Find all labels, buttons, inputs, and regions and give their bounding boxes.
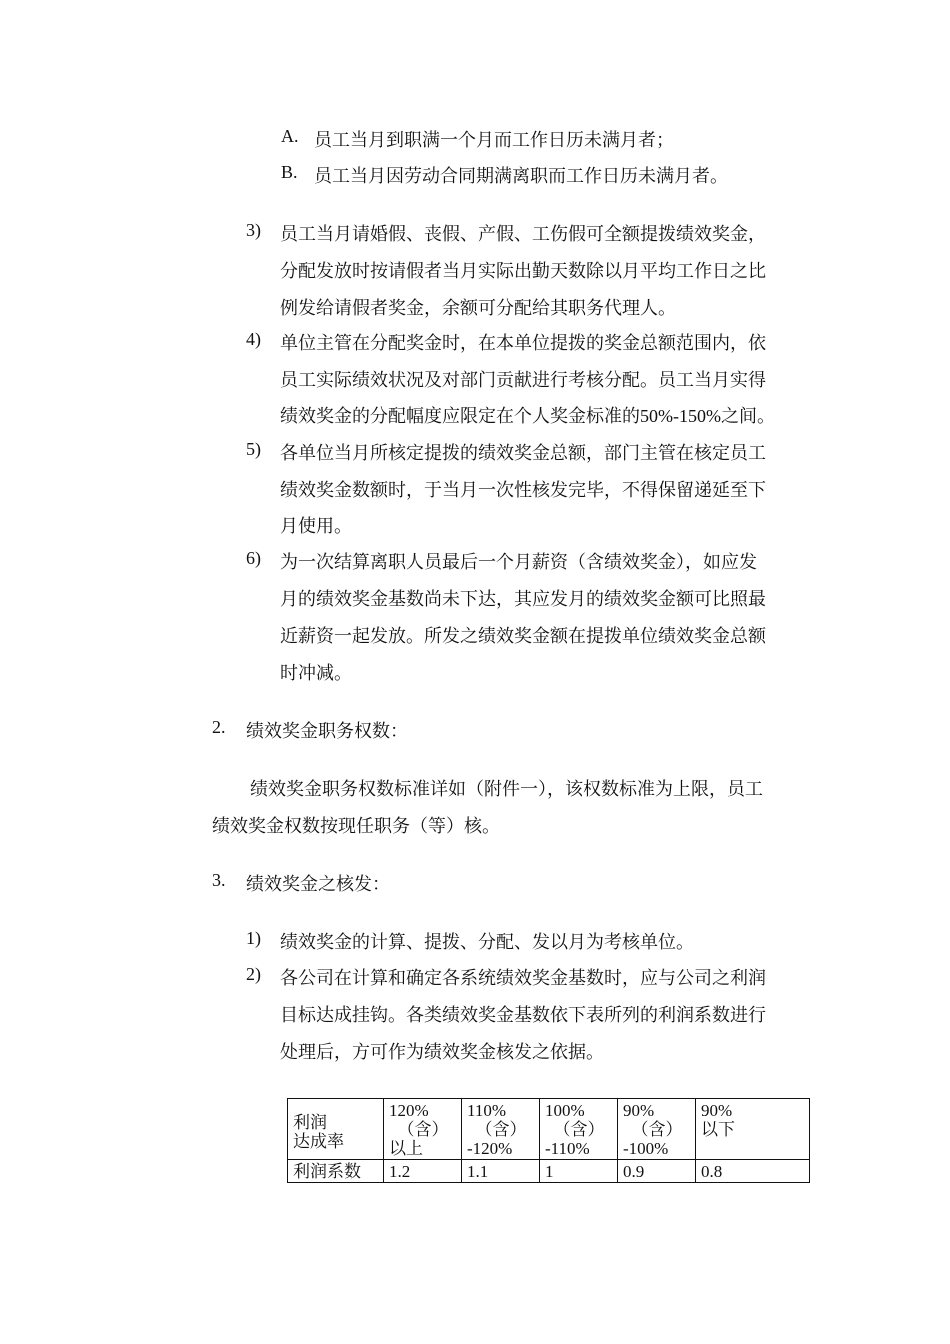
header-cell <box>696 1099 810 1160</box>
cell-text: 90% <box>623 1101 655 1120</box>
list-item-line: 时冲减。 <box>280 663 352 683</box>
section-heading: 绩效奖金职务权数： <box>246 721 408 741</box>
list-marker: 6) <box>246 548 261 568</box>
cell-text: （含） <box>631 1120 683 1139</box>
list-marker: 1) <box>246 928 261 948</box>
list-item-line: 处理后，方可作为绩效奖金核发之依据。 <box>280 1042 604 1062</box>
list-item-line: 各公司在计算和确定各系统绩效奖金基数时，应与公司之利润 <box>280 968 766 988</box>
list-item-line: 例发给请假者奖金，余额可分配给其职务代理人。 <box>280 298 676 318</box>
paragraph-line: 绩效奖金职务权数标准详如（附件一），该权数标准为上限，员工 <box>250 779 763 799</box>
cell-text: -100% <box>623 1139 669 1158</box>
header-cell <box>618 1099 696 1160</box>
cell-text: 120% <box>389 1101 429 1120</box>
list-item-line: 各单位当月所核定提拨的绩效奖金总额，部门主管在核定员工 <box>280 443 766 463</box>
cell-text: 以上 <box>389 1139 423 1158</box>
list-marker: 2) <box>246 964 261 984</box>
cell-text: （含） <box>397 1120 449 1139</box>
cell-text: 100% <box>545 1101 585 1120</box>
list-marker: 3) <box>246 220 261 240</box>
list-item-line: 绩效奖金的分配幅度应限定在个人奖金标准的50%-150%之间。 <box>280 406 775 426</box>
table-row <box>288 1160 810 1183</box>
row-label-cell: 利润系数 <box>288 1160 384 1183</box>
list-item-line: 近薪资一起发放。所发之绩效奖金额在提拨单位绩效奖金总额 <box>280 626 766 646</box>
value-cell: 1.2 <box>384 1160 462 1183</box>
list-item-line: 为一次结算离职人员最后一个月薪资（含绩效奖金），如应发 <box>280 552 757 572</box>
list-item-line: 员工当月请婚假、丧假、产假、工伤假可全额提拨绩效奖金， <box>280 224 766 244</box>
list-item-text: 员工当月到职满一个月而工作日历未满月者； <box>314 130 674 150</box>
list-marker: 4) <box>246 329 261 349</box>
list-item-line: 绩效奖金的计算、提拨、分配、发以月为考核单位。 <box>280 932 694 952</box>
header-cell <box>462 1099 540 1160</box>
header-cell <box>384 1099 462 1160</box>
value-cell: 1.1 <box>462 1160 540 1183</box>
list-marker: 5) <box>246 439 261 459</box>
value-cell: 1 <box>540 1160 618 1183</box>
cell-text: -110% <box>545 1139 590 1158</box>
cell-text: 90% <box>701 1101 733 1120</box>
list-item-line: 月的绩效奖金基数尚未下达，其应发月的绩效奖金额可比照最 <box>280 589 766 609</box>
cell-text: -120% <box>467 1139 513 1158</box>
value-cell: 0.9 <box>618 1160 696 1183</box>
header-cell <box>540 1099 618 1160</box>
cell-text: 达成率 <box>293 1132 344 1151</box>
section-number: 3. <box>212 870 226 890</box>
list-marker: A. <box>281 126 299 146</box>
list-marker: B. <box>281 162 298 182</box>
cell-text: 110% <box>467 1101 507 1120</box>
cell-text: 以下 <box>701 1120 735 1139</box>
section-number: 2. <box>212 717 226 737</box>
cell-text: （含） <box>553 1120 605 1139</box>
cell-text: 利润 <box>293 1113 327 1132</box>
list-item-line: 员工实际绩效状况及对部门贡献进行考核分配。员工当月实得 <box>280 370 766 390</box>
cell-text: （含） <box>475 1120 527 1139</box>
list-item-line: 绩效奖金数额时，于当月一次性核发完毕，不得保留递延至下 <box>280 480 766 500</box>
list-item-line: 分配发放时按请假者当月实际出勤天数除以月平均工作日之比 <box>280 261 766 281</box>
list-item-text: 员工当月因劳动合同期满离职而工作日历未满月者。 <box>314 166 728 186</box>
profit-coefficient-table <box>287 1098 810 1183</box>
section-heading: 绩效奖金之核发： <box>246 874 390 894</box>
value-cell: 0.8 <box>696 1160 810 1183</box>
paragraph-line: 绩效奖金权数按现任职务（等）核。 <box>212 816 500 836</box>
header-label-cell <box>288 1099 384 1160</box>
list-item-line: 月使用。 <box>280 516 352 536</box>
list-item-line: 目标达成挂钩。各类绩效奖金基数依下表所列的利润系数进行 <box>280 1005 766 1025</box>
table-header-row <box>288 1099 810 1160</box>
list-item-line: 单位主管在分配奖金时，在本单位提拨的奖金总额范围内，依 <box>280 333 766 353</box>
